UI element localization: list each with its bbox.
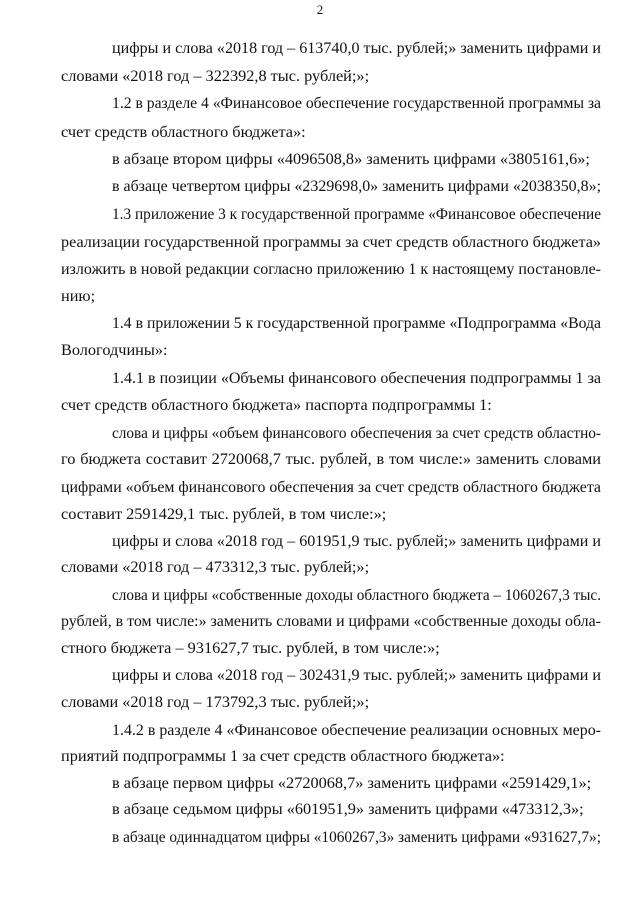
text-line: счет средств областного бюджета»: [61, 122, 306, 141]
text-line: 1.4.2 в разделе 4 «Финансовое обеспечение реализации основных меро- [112, 720, 601, 739]
text-line: цифры и слова «2018 год – 302431,9 тыс. рублей;» заменить цифрами и [112, 665, 602, 684]
text-line: Вологодчины»: [61, 340, 168, 359]
text-line: в абзаце первом цифры «2720068,7» заменить цифрами «2591429,1»; [112, 773, 592, 792]
text-line: цифры и слова «2018 год – 601951,9 тыс. рублей;» заменить цифрами и [112, 531, 602, 550]
text-line: 1.4 в приложении 5 к государственной программе «Подпрограмма «Вода [112, 313, 601, 332]
text-line: изложить в новой редакции согласно приложению 1 к настоящему постановле- [61, 259, 602, 278]
text-line: го бюджета составит 2720068,7 тыс. рублей, в том числе:» заменить словами [61, 449, 602, 468]
text-line: словами «2018 год – 322392,8 тыс. рублей;»; [61, 66, 370, 85]
page-number: 2 [316, 2, 324, 17]
text-line: составит 2591429,1 тыс. рублей, в том числе:»; [61, 504, 387, 523]
text-line: 1.3 приложение 3 к государственной программе «Финансовое обеспечение [112, 204, 602, 223]
text-line: в абзаце седьмом цифры «601951,9» заменить цифрами «473312,3»; [112, 799, 584, 818]
text-line: в абзаце одиннадцатом цифры «1060267,3» заменить цифрами «931627,7»; [112, 827, 601, 846]
text-line: в абзаце втором цифры «4096508,8» заменить цифрами «3805161,6»; [112, 149, 590, 168]
text-line: нию; [61, 286, 96, 305]
text-line: в абзаце четвертом цифры «2329698,0» заменить цифрами «2038350,8»; [112, 176, 601, 195]
text-line: словами «2018 год – 173792,3 тыс. рублей;»; [61, 692, 370, 711]
text-line: приятий подпрограммы 1 за счет средств областного бюджета»: [61, 746, 505, 765]
text-line: слова и цифры «объем финансового обеспечения за счет средств областно- [112, 423, 601, 442]
text-line: 1.2 в разделе 4 «Финансовое обеспечение государственной программы за [112, 93, 601, 112]
text-line: слова и цифры «собственные доходы областного бюджета – 1060267,3 тыс. [112, 585, 602, 604]
text-line: 1.4.1 в позиции «Объемы финансового обеспечения подпрограммы 1 за [112, 368, 602, 387]
text-line: счет средств областного бюджета» паспорта подпрограммы 1: [61, 395, 492, 414]
text-line: словами «2018 год – 473312,3 тыс. рублей;»; [61, 557, 370, 576]
text-line: стного бюджета – 931627,7 тыс. рублей, в том числе:»; [61, 638, 440, 657]
text-line: рублей, в том числе:» заменить словами и цифрами «собственные доходы обла- [61, 611, 601, 630]
text-line: цифрами «объем финансового обеспечения за счет средств областного бюджета [61, 477, 601, 496]
text-line: реализации государственной программы за счет средств областного бюджета» [61, 232, 601, 251]
text-line: цифры и слова «2018 год – 613740,0 тыс. рублей;» заменить цифрами и [112, 38, 602, 57]
